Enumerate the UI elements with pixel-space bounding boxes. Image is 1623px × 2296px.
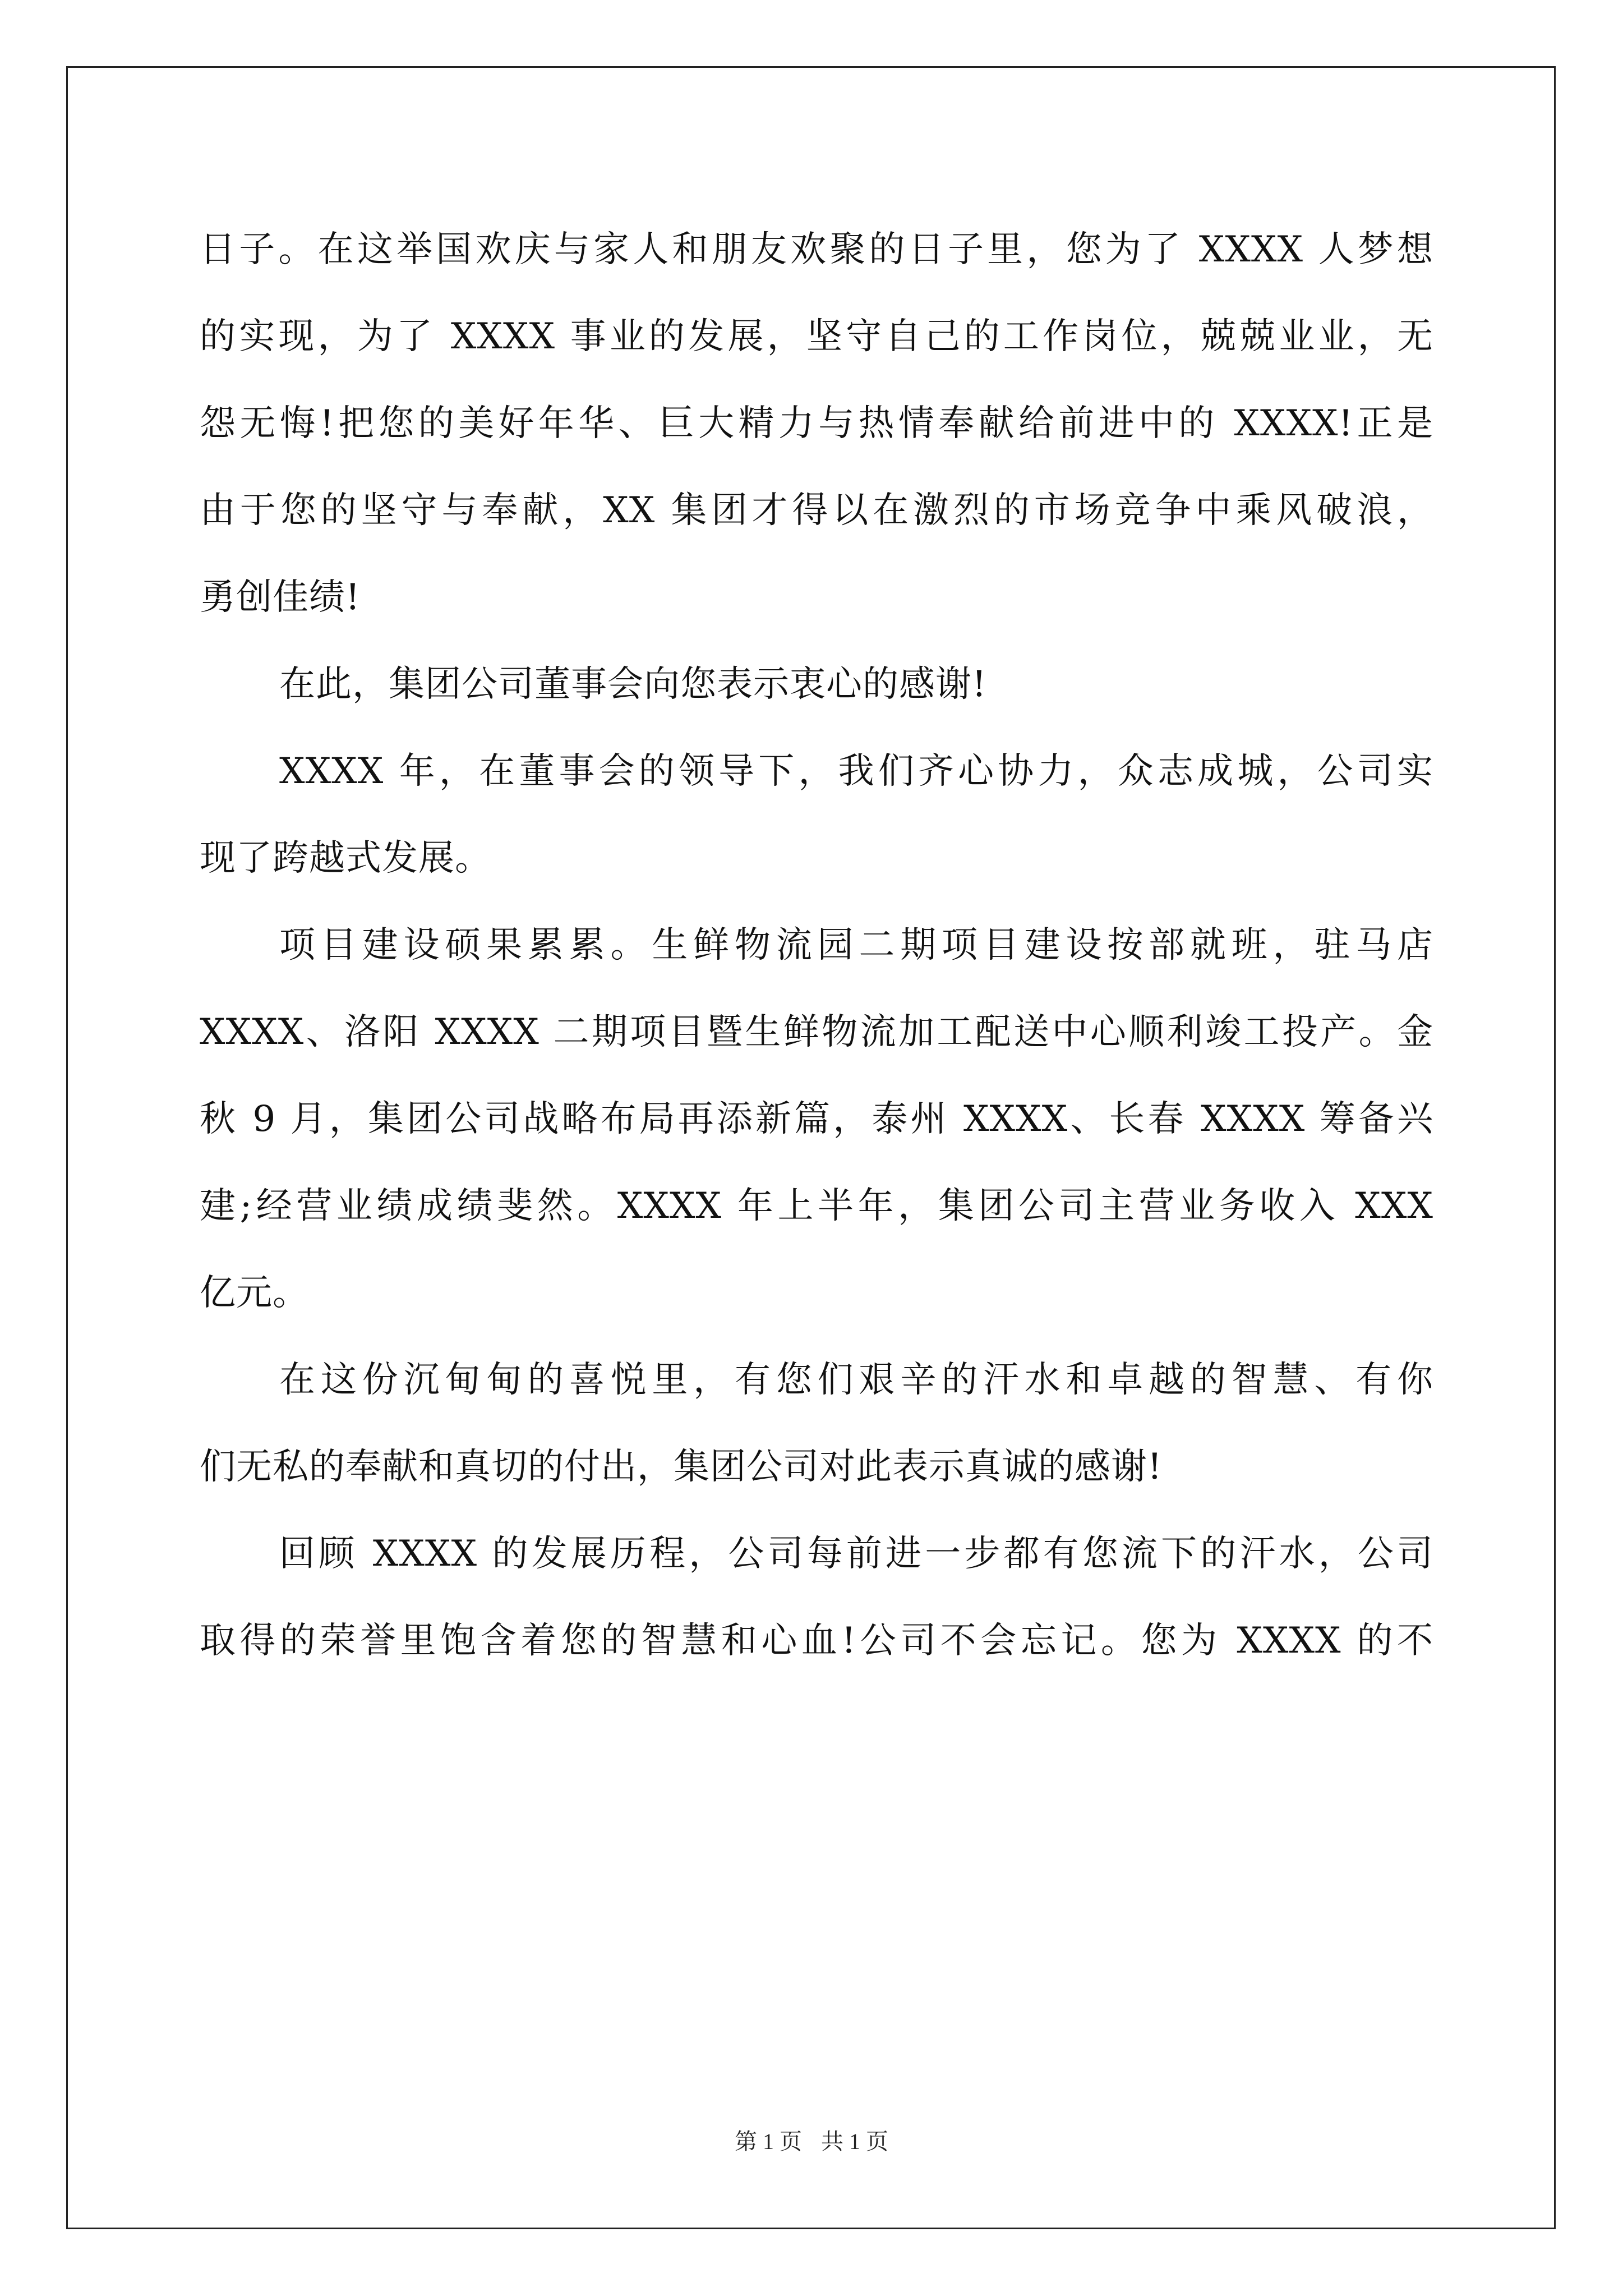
paragraph: [200, 206, 1433, 641]
paragraph: [200, 728, 1433, 902]
paragraph: [200, 1511, 1433, 1685]
text-line: 建;经营业绩成绩斐然。XXXX 年上半年，集团公司主营业务收入 XXX: [200, 1185, 1433, 1227]
page-footer: [0, 2124, 1623, 2156]
text-line: XXXX 年，在董事会的领导下，我们齐心协力，众志成城，公司实: [279, 751, 1433, 792]
text-line: XXXX、洛阳 XXXX 二期项目暨生鲜物流加工配送中心顺利竣工投产。金: [200, 1011, 1433, 1053]
text-line: 怨无悔!把您的美好年华、巨大精力与热情奉献给前进中的 XXXX!正是: [200, 403, 1433, 444]
paragraph: [200, 641, 1433, 728]
text-line: 的实现，为了 XXXX 事业的发展，坚守自己的工作岗位，兢兢业业，无: [200, 316, 1433, 357]
text-line: 取得的荣誉里饱含着您的智慧和心血!公司不会忘记。您为 XXXX 的不: [200, 1620, 1433, 1662]
text-line: 日子。在这举国欢庆与家人和朋友欢聚的日子里，您为了 XXXX 人梦想: [200, 229, 1433, 270]
text-line: 亿元。: [200, 1272, 309, 1314]
text-line: 秋 9 月，集团公司战略布局再添新篇，泰州 XXXX、长春 XXXX 筹备兴: [200, 1098, 1433, 1140]
text-line: 项目建设硕果累累。生鲜物流园二期项目建设按部就班，驻马店: [279, 924, 1433, 966]
paragraph: [200, 902, 1433, 1337]
text-line: 由于您的坚守与奉献，XX 集团才得以在激烈的市场竞争中乘风破浪，: [200, 490, 1433, 531]
text-line: 们无私的奉献和真切的付出，集团公司对此表示真诚的感谢!: [200, 1446, 1163, 1488]
document-body: [200, 206, 1433, 1685]
text-line: 勇创佳绩!: [200, 577, 361, 618]
text-line: 在这份沉甸甸的喜悦里，有您们艰辛的汗水和卓越的智慧、有你: [279, 1359, 1433, 1401]
text-line: 在此，集团公司董事会向您表示衷心的感谢!: [279, 664, 987, 705]
page-total: 共 1 页: [821, 2129, 888, 2154]
text-line: 现了跨越式发展。: [200, 838, 491, 879]
text-line: 回顾 XXXX 的发展历程，公司每前进一步都有您流下的汗水，公司: [279, 1533, 1433, 1575]
paragraph: [200, 1337, 1433, 1511]
page-number: 第 1 页: [735, 2129, 802, 2154]
